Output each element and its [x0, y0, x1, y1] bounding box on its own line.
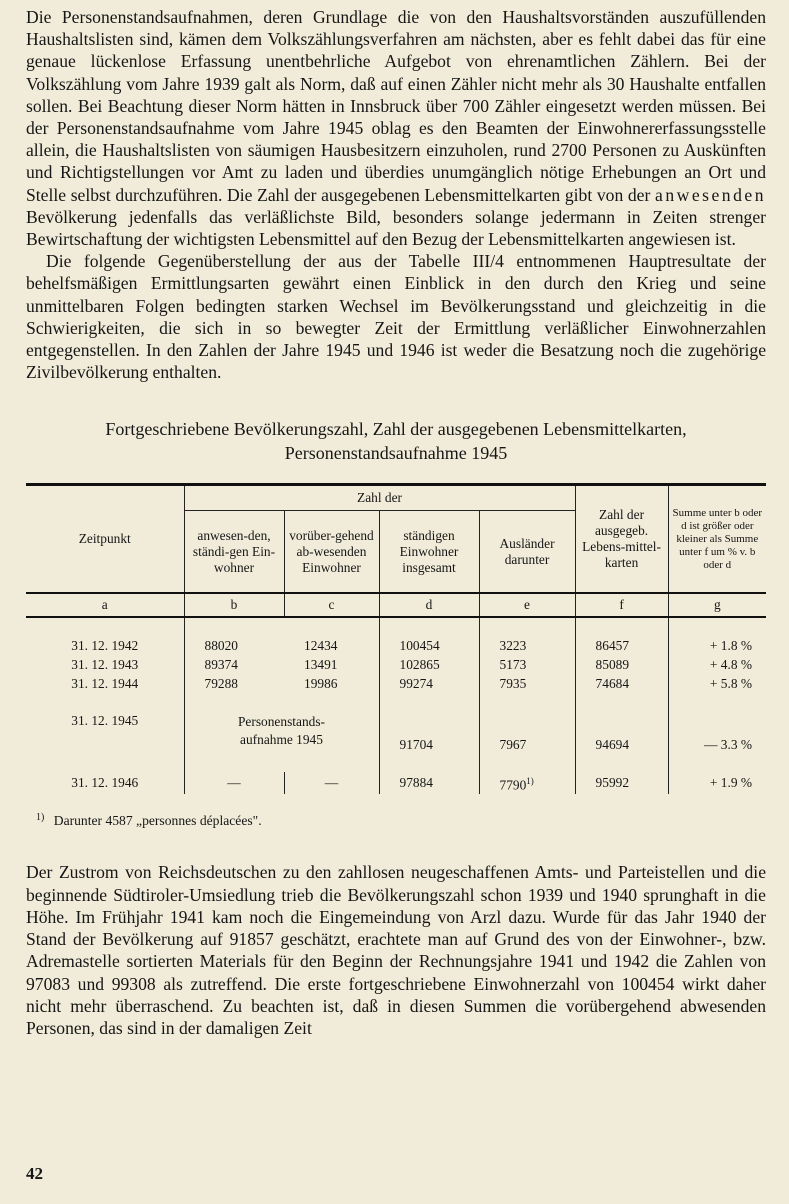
cell-a: 31. 12. 1943 [26, 656, 184, 675]
cell-g: — 3.3 % [704, 736, 753, 752]
cell-c: 12434 [284, 637, 379, 656]
table-row [26, 656, 766, 675]
cell-d: 100454 [379, 637, 479, 656]
cell-bc-line-2: aufnahme 1945 [240, 731, 323, 747]
col-letter-d: d [379, 593, 479, 617]
cell-f: 86457 [575, 637, 668, 656]
table-row-1945 [26, 713, 766, 753]
cell-bc-merged [184, 713, 379, 753]
header-e: Ausländer darunter [479, 511, 575, 593]
cell-e-value: 7790 [499, 777, 527, 793]
cell-g: + 4.8 % [709, 657, 753, 673]
header-zahl-der: Zahl der [184, 485, 575, 511]
cell-a: 31. 12. 1944 [26, 675, 184, 694]
table-row [26, 675, 766, 694]
header-zeitpunkt: Zeitpunkt [26, 485, 184, 593]
paragraph-3: Der Zustrom von Reichsdeutschen zu den zahllosen neugeschaffenen Amts- und Parteistellen und die beginnende Südtiroler-Umsiedlung trieb die Bevölkerungszahl schon 1939 und 1940 sprunghaft in die Höhe. Im Frühjahr 1941 kam noch die Eingemeindung von Arzl dazu. Wurde für das Jahr 1940 der Stand der Bevölkerung auf 91857 geschätzt, erachtete man auf Grund des von der Einwohner-, bzw. Adremastelle sortierten Materials für den Beginn der Rechnungsjahre 1941 und 1942 die Zahlen von 97083 und 99308 als zutreffend. Die erste fortgeschriebene Einwohnerzahl von 100454 wirkt daher nicht mehr überraschend. Zu beachten ist, daß in diesen Summen die vorübergehend abwesenden Personen, das sind in der damaligen Zeit [26, 862, 766, 1038]
cell-f: 95992 [575, 772, 668, 794]
table-title [26, 417, 766, 465]
header-g: Summe unter b oder d ist größer oder kleiner als Summe unter f um % v. b oder d [672, 506, 763, 571]
table-title-line-2: Personenstandsaufnahme 1945 [284, 443, 508, 464]
cell-b: 89374 [204, 657, 238, 673]
header-f: Zahl der ausgegeb. Lebens-mittel-karten [575, 485, 668, 593]
table-row [26, 637, 766, 656]
cell-a: 31. 12. 1946 [26, 772, 184, 794]
header-c: vorüber-gehend ab-wesenden Einwohner [284, 511, 379, 593]
cell-e: 5173 [479, 656, 575, 675]
paragraph-1 [26, 6, 766, 250]
cell-d: 97884 [379, 772, 479, 794]
emphasis-anwesenden: anwesenden [655, 184, 766, 205]
cell-b: — [184, 772, 284, 794]
paragraph-2: Die folgende Gegenüberstellung der aus der Tabelle III/4 entnommenen Hauptresultate der behelfsmäßigen Ermittlungsarten gewährt einen Einblick in den durch den Krieg und seine unmittelbaren Folgen bedingten starken Wechsel im Bevölkerungsstand und gleichzeitig in die Schwierigkeiten, die sich in so bewegter Zeit der Ermittlung verläßlicher Einwohnerzahlen entgegenstellen. In den Zahlen der Jahre 1945 und 1946 ist weder die Besatzung noch die zugehörige Zivilbevölkerung enthalten. [26, 251, 766, 383]
cell-c: — [284, 772, 379, 794]
footnote [36, 812, 766, 830]
col-letter-a: a [26, 593, 184, 617]
cell-f: 94694 [575, 713, 668, 753]
paragraph-1-text-b: Bevölkerung jedenfalls das verläßlichste Bild, besonders solange jedermann in Zeiten strenger Bewirtschaftung der wichtigsten Lebensmittel auf den Bezug der Lebensmittelkarten angewiesen ist. [26, 206, 766, 250]
population-table [26, 483, 766, 794]
footnote-text: Darunter 4587 „personnes déplacées". [53, 813, 262, 829]
col-letter-f: f [575, 593, 668, 617]
cell-e: 3223 [479, 637, 575, 656]
cell-e: 7935 [479, 675, 575, 694]
cell-g: + 5.8 % [709, 676, 753, 692]
footnote-mark: 1) [36, 811, 45, 823]
cell-d: 91704 [379, 713, 479, 753]
cell-e: 7967 [479, 713, 575, 753]
cell-b: 79288 [204, 676, 238, 692]
col-letter-e: e [479, 593, 575, 617]
table-row-1946 [26, 772, 766, 794]
cell-e [479, 772, 575, 794]
page [26, 6, 766, 1039]
cell-g: + 1.9 % [709, 774, 753, 790]
paragraph-1-text-a: Die Personenstandsaufnahmen, deren Grundlage die von den Haushaltsvorständen auszufüllenden Haushaltslisten sind, kämen dem Volkszählungsverfahren am nächsten, aber es fehlt dabei das für eine genaue lückenlose Erfassung unentbehrliche Aufgebot von ehrenamtlichen Zählern. Bei der Volkszählung vom Jahre 1939 galt als Norm, daß auf einen Zähler nicht mehr als 30 Haushalte entfallen sollen. Bei Beachtung dieser Norm hätten in Innsbruck über 700 Zähler eingesetzt werden müssen. Bei der Personenstandsaufnahme vom Jahre 1945 oblag es den Beamten der Einwohnererfassungsstelle allein, die Haushaltslisten von säumigen Hausbesitzern einzuholen, rund 2700 Personen zu Auskünften und Richtigstellungen vor Amt zu laden und überdies unumgänglich nötige Erhebungen an Ort und Stelle selbst durchzuführen. Die Zahl der ausgegebenen Lebensmittelkarten gibt von der [26, 7, 766, 205]
cell-g: + 1.8 % [709, 638, 753, 654]
cell-a: 31. 12. 1945 [26, 713, 184, 753]
cell-c: 13491 [284, 656, 379, 675]
cell-f: 85089 [575, 656, 668, 675]
page-number: 42 [26, 1164, 43, 1183]
cell-f: 74684 [575, 675, 668, 694]
header-b: anwesen-den, ständi-gen Ein-wohner [184, 511, 284, 593]
table-wrapper [26, 483, 766, 794]
table-title-line-1: Fortgeschriebene Bevölkerungszahl, Zahl der ausgegebenen Lebensmittelkarten, [105, 419, 687, 440]
col-letter-c: c [284, 593, 379, 617]
cell-b: 88020 [204, 638, 238, 654]
col-letter-b: b [184, 593, 284, 617]
footnote-ref: 1) [526, 775, 534, 786]
cell-c: 19986 [284, 675, 379, 694]
header-d: ständigen Einwohner insgesamt [379, 511, 479, 593]
col-letter-g: g [668, 593, 766, 617]
cell-d: 102865 [379, 656, 479, 675]
cell-a: 31. 12. 1942 [26, 637, 184, 656]
cell-d: 99274 [379, 675, 479, 694]
cell-bc-line-1: Personenstands- [237, 713, 326, 729]
